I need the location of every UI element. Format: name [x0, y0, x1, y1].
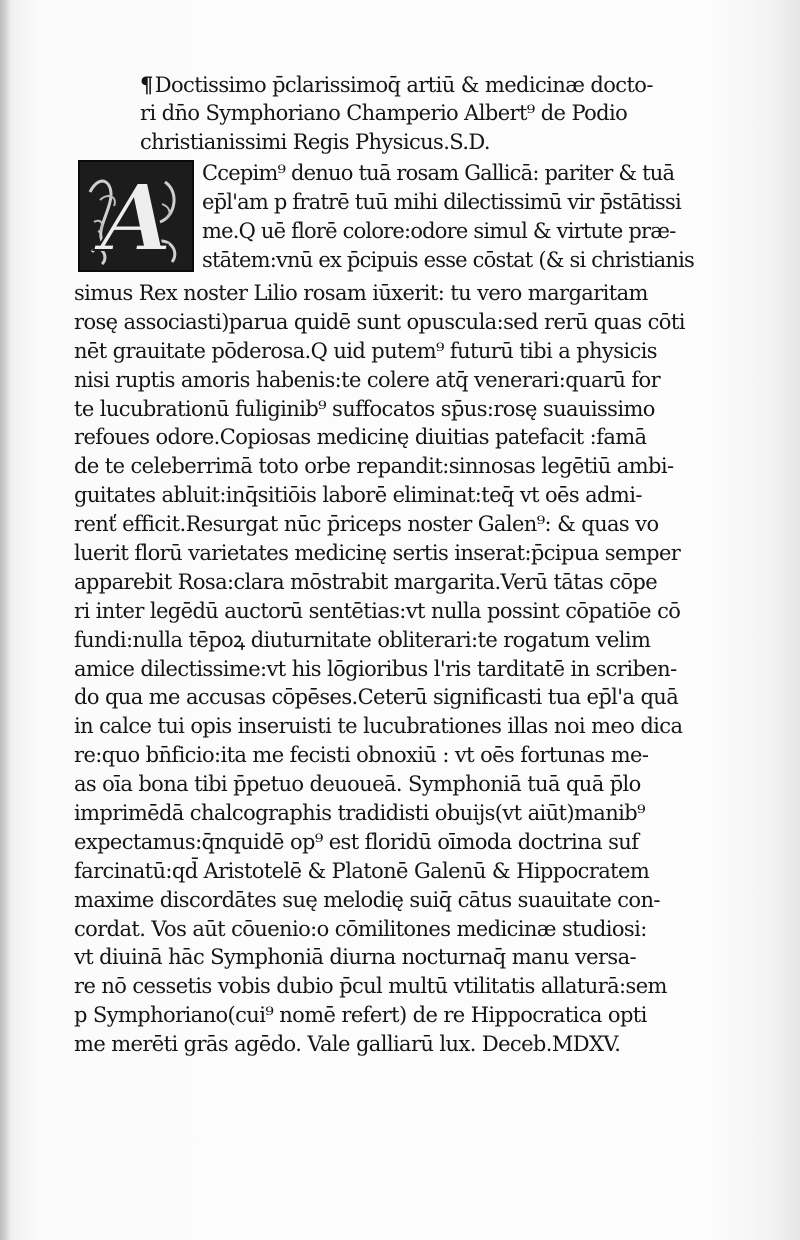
- text-line: p Symphoriano(cui⁹ nomē refert) de re Hippocratica opti: [74, 1003, 647, 1028]
- text-line: guitates abluit:inq̄sitiōis laborē eliminat:teq̄ vt oēs admi-: [74, 483, 642, 508]
- text-line: simus Rex noster Lilio rosam iūxerit: tu vero margaritam: [74, 281, 648, 305]
- text-line: rosę associasti)parua quidē sunt opuscula:sed rerū quas cōti: [74, 309, 685, 334]
- text-line: refoues odore.Copiosas medicinę diuitias patefacit :famā: [74, 425, 647, 450]
- text-line: farcinatū:qd̄ Aristotelē & Platonē Galenū & Hippocratem: [74, 858, 650, 883]
- letter-text-block: [74, 70, 754, 1059]
- text-line: ep̄l'am p fratrē tuū mihi dilectissimū vir p̄stātissi: [202, 189, 681, 214]
- text-line: vt diuinā hāc Symphoniā diurna nocturnaq̄ manu versa-: [74, 945, 637, 970]
- text-line: me merēti grās agēdo. Vale galliarū lux. Deceb.MDXV.: [74, 1032, 621, 1057]
- heading-line: [140, 70, 754, 99]
- letter-heading: [140, 70, 754, 157]
- text-line: re:quo bn̄ficio:ita me fecisti obnoxiū : vt oēs fortunas me-: [74, 743, 649, 768]
- text-line: apparebit Rosa:clara mōstrabit margarita.Verū tātas cōpe: [74, 569, 658, 594]
- heading-line-text: Doctissimo p̄clarissimoq̄ artiū & medicinæ docto-: [154, 73, 653, 97]
- initial-paragraph-lines: [202, 159, 762, 275]
- heading-line: christianissimi Regis Physicus.S.D.: [140, 130, 490, 154]
- text-line: me.Q uē florē colore:odore simul & virtute præ-: [202, 218, 676, 243]
- text-line: fundi:nulla tēpoꝝ diuturnitate obliterari:te rogatum velim: [74, 627, 651, 652]
- svg-text:A: A: [100, 164, 172, 270]
- text-line: te lucubrationū fuliginib⁹ suffocatos sp̄us:rosę suauissimo: [74, 396, 655, 421]
- text-line: in calce tui opis inseruisti te lucubrationes illas noi meo dica: [74, 714, 683, 739]
- text-line: nēt grauitate pōderosa.Q uid putem⁹ futurū tibi a physicis: [74, 338, 657, 363]
- letter-body: [74, 279, 754, 1059]
- initial-paragraph: [74, 160, 754, 279]
- text-line: cordat. Vos aūt cōuenio:o cōmilitones medicinæ studiosi:: [74, 916, 647, 941]
- text-line: nisi ruptis amoris habenis:te colere atq̄ venerari:quarū for: [74, 367, 661, 392]
- pilcrow-icon: ¶: [140, 72, 153, 97]
- text-line: do qua me accusas cōpēses.Ceterū significasti tua ep̄l'a quā: [74, 685, 679, 710]
- text-line: stātem:vnū ex p̄cipuis esse cōstat (& si christianis: [202, 247, 694, 272]
- text-line: ri inter legēdū auctorū sentētias:vt nulla possint cōpatiōe cō: [74, 598, 681, 623]
- heading-line: ri dn̄o Symphoriano Champerio Albert⁹ de Podio: [140, 101, 628, 125]
- text-line: maxime discordātes suę melodię suiq̄ cātus suauitate con-: [74, 887, 660, 912]
- text-line: Ccepim⁹ denuo tuā rosam Gallicā: pariter & tuā: [202, 161, 675, 185]
- text-line: as oīa bona tibi p̄petuo deuoueā. Symphoniā tuā quā p̄lo: [74, 772, 641, 797]
- text-line: luerit florū varietates medicinę sertis inserat:p̄cipua semper: [74, 541, 681, 566]
- text-line: amice dilectissime:vt his lōgioribus l'ris tarditatē in scriben-: [74, 656, 677, 681]
- text-line: expectamus:q̄nquidē op⁹ est floridū oīmoda doctrina suf: [74, 829, 639, 854]
- text-line: renť efficit.Resurgat nūc p̄riceps noster Galen⁹: & quas vo: [74, 512, 659, 537]
- page-edge-shadow: [0, 0, 10, 1240]
- text-line: re nō cessetis vobis dubio p̄cul multū vtilitatis allaturā:sem: [74, 974, 667, 999]
- text-line: de te celeberrimā toto orbe repandit:sinnosas legētiū ambi-: [74, 454, 674, 479]
- ornamental-initial-a-icon: [78, 160, 194, 272]
- text-line: imprimēdā chalcographis tradidisti obuijs(vt aiūt)manib⁹: [74, 801, 645, 826]
